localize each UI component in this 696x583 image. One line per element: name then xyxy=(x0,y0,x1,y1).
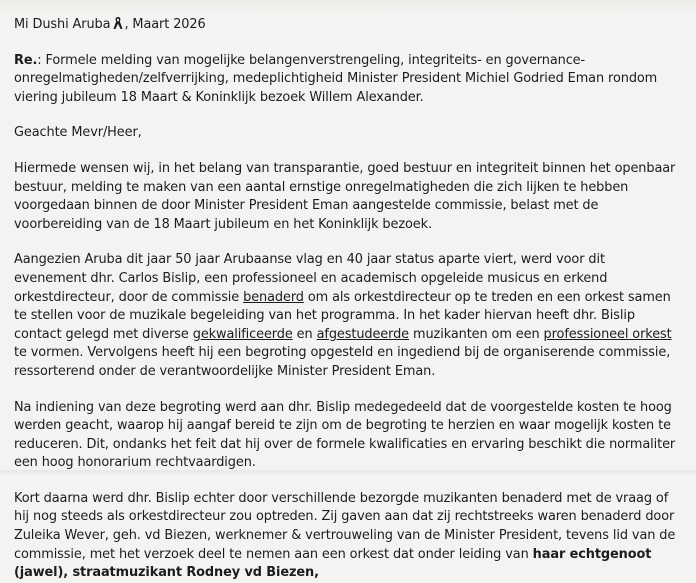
p2-text-1: Aangezien Aruba dit jaar 50 jaar Arubaanse vlag en 40 jaar status aparte viert, werd voor dit evenement dhr. Carlos Bislip, een professioneel en academisch opgeleide musicus en erkend orkestdirecteur, door de commissie xyxy=(14,252,608,305)
paragraph-2 xyxy=(14,251,678,381)
paragraph-4 xyxy=(14,490,678,583)
date-line xyxy=(14,16,678,35)
p2-underline-gekwalificeerde: gekwalificeerde xyxy=(192,326,293,342)
salutation: Geachte Mevr/Heer, xyxy=(14,125,142,141)
subject-line xyxy=(14,52,678,108)
subject-text: : Formele melding van mogelijke belangenverstrengeling, integriteits- en governance-onregelmatigheden/zelfverrijking, medeplichtigheid Minister President Michiel Godried Eman rondom viering jubileum 18 Maart & Koninklijk bezoek Willem Alexander. xyxy=(14,52,658,105)
awareness-ribbon-icon xyxy=(112,16,124,30)
p2-text-4: muzikanten om een xyxy=(409,326,544,342)
paragraph-1: Hiermede wensen wij, in het belang van transparantie, goed bestuur en integriteit binnen het openbaar bestuur, melding te maken van een aantal ernstige onregelmatigheden die zich lijken te hebben voorgedaan binnen de door Minister President Eman aangestelde commissie, belast met de voorbereiding van de 18 Maart jubileum en het Koninklijk bezoek. xyxy=(14,160,676,232)
paragraph-3: Na indiening van deze begroting werd aan dhr. Bislip medegedeeld dat de voorgestelde kosten te hoog werden geacht, waarop hij aangaf bereid te zijn om de begroting te herzien en waar mogelijk kosten te reduceren. Dit, ondanks het feit dat hij over de formele kwalificaties en ervaring beschikt die normaliter een hoog honorarium rechtvaardigen. xyxy=(14,399,676,471)
p2-underline-benaderd: benaderd xyxy=(243,289,304,305)
subject-label: Re. xyxy=(14,52,38,68)
p2-text-3: en xyxy=(292,326,317,342)
p4-text-1: Kort daarna werd dhr. Bislip echter door verschillende bezorgde muzikanten benaderd met de vraag of hij nog steeds als orkestdirecteur zou optreden. Zij gaven aan dat zij rechtstreeks waren benaderd door Zuleika Wever, geh. vd Biezen, werknemer & vertrouweling van de Minister President, tevens lid van de commissie, met het verzoek deel te nemen aan een orkest dat onder leiding van xyxy=(14,490,676,562)
p2-underline-afgestudeerde: afgestudeerde xyxy=(316,326,410,342)
p4-bold-text: haar echtgenoot (jawel), straatmuzikant Rodney vd Biezen, xyxy=(14,546,652,581)
p2-text-2: om als orkestdirecteur op te treden en een orkest samen te stellen voor de muzikale begeleiding van het programma. In het kader hiervan heeft dhr. Bislip contact gelegd met diverse xyxy=(14,289,671,342)
p2-text-5: te vormen. Vervolgens heeft hij een begroting opgesteld en ingediend bij de organiserende commissie, ressorterend onder de verantwoordelijke Minister President Eman. xyxy=(14,345,671,379)
date-location: Mi Dushi Aruba xyxy=(14,17,111,32)
paper-fold xyxy=(0,470,696,476)
date-text: , Maart 2026 xyxy=(124,17,206,32)
p2-underline-professioneel-orkest: professioneel orkest xyxy=(543,326,672,342)
